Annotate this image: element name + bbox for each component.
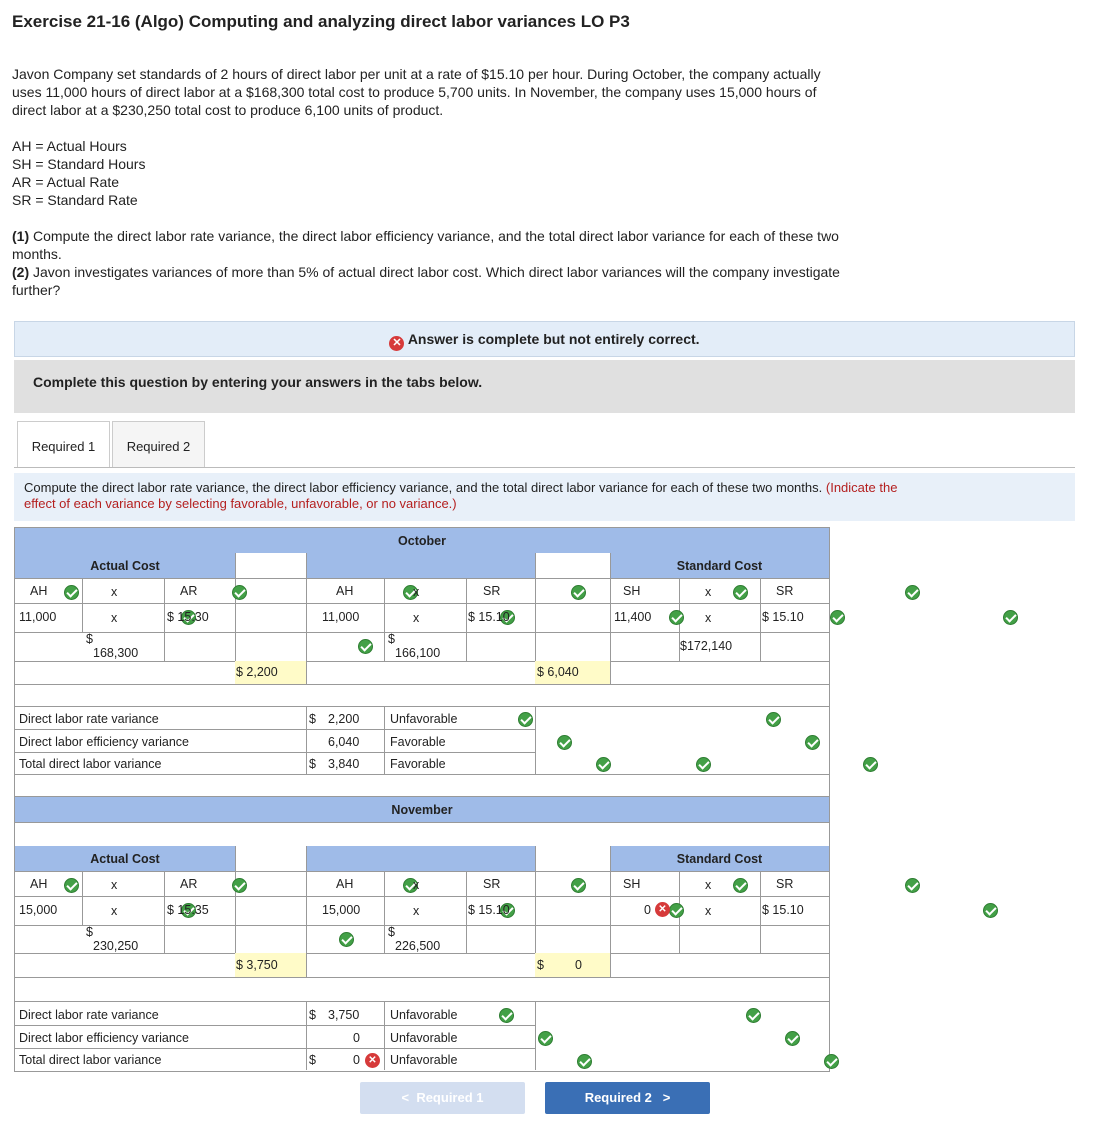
check-icon bbox=[983, 903, 998, 918]
check-icon bbox=[518, 712, 533, 727]
x-circle-icon: ✕ bbox=[365, 1053, 380, 1068]
nov-eff-variance-input[interactable]: 0 bbox=[353, 1031, 360, 1045]
check-icon bbox=[830, 610, 845, 625]
mid-total-input[interactable]: 226,500 bbox=[395, 939, 441, 953]
check-icon bbox=[571, 585, 586, 600]
check-icon bbox=[824, 1054, 839, 1069]
check-icon bbox=[669, 610, 684, 625]
check-icon bbox=[696, 757, 711, 772]
check-icon bbox=[766, 712, 781, 727]
x-circle-icon: ✕ bbox=[389, 336, 404, 351]
check-icon bbox=[596, 757, 611, 772]
standard-cost-header: Standard Cost bbox=[610, 553, 829, 578]
page-title: Exercise 21-16 (Algo) Computing and analyzing direct labor variances LO P3 bbox=[12, 12, 630, 31]
check-icon bbox=[64, 878, 79, 893]
mid-total-input[interactable]: 166,100 bbox=[395, 646, 441, 660]
ah-input[interactable]: 11,000 bbox=[19, 610, 57, 624]
rate-diff-cell[interactable]: $ 2,200 bbox=[235, 661, 306, 684]
std-total-input[interactable]: $172,140 bbox=[680, 639, 733, 653]
oct-rate-effect-select[interactable]: Unfavorable bbox=[390, 712, 458, 726]
x-circle-icon: ✕ bbox=[655, 902, 670, 917]
actual-total-input[interactable]: 230,250 bbox=[93, 939, 139, 953]
mid-ah-input[interactable]: 11,000 bbox=[322, 610, 360, 624]
ar-input[interactable]: $ 15.35 bbox=[167, 903, 209, 917]
ah-input[interactable]: 15,000 bbox=[19, 903, 58, 917]
mid-sr-input[interactable]: $ 15.10 bbox=[468, 610, 510, 624]
sh-input[interactable]: 0 bbox=[644, 903, 651, 917]
nov-rate-effect-select[interactable]: Unfavorable bbox=[390, 1008, 458, 1022]
oct-total-variance-input[interactable]: 3,840 bbox=[328, 757, 360, 771]
october-header: October bbox=[15, 528, 829, 553]
check-icon bbox=[538, 1031, 553, 1046]
nov-eff-effect-select[interactable]: Unfavorable bbox=[390, 1031, 458, 1045]
eff-diff-cell[interactable]: $ 6,040 bbox=[535, 661, 610, 684]
check-icon bbox=[232, 585, 247, 600]
instruction-bar: Complete this question by entering your answers in the tabs below. bbox=[14, 360, 1075, 413]
check-icon bbox=[577, 1054, 592, 1069]
check-icon bbox=[905, 878, 920, 893]
mid-ah-input[interactable]: 15,000 bbox=[322, 903, 361, 917]
nov-rate-variance-input[interactable]: 3,750 bbox=[328, 1008, 360, 1022]
oct-eff-variance-input[interactable]: 6,040 bbox=[328, 735, 360, 749]
sr-input[interactable]: $ 15.10 bbox=[762, 610, 804, 624]
definitions: AH = Actual Hours SH = Standard Hours AR = Actual Rate SR = Standard Rate bbox=[12, 138, 146, 208]
ar-input[interactable]: $ 15.30 bbox=[167, 610, 209, 624]
check-icon bbox=[339, 932, 354, 947]
actual-cost-header: Actual Cost bbox=[15, 553, 235, 578]
chevron-right-icon: > bbox=[662, 1090, 671, 1105]
check-icon bbox=[557, 735, 572, 750]
mid-sr-input[interactable]: $ 15.10 bbox=[468, 903, 510, 917]
check-icon bbox=[863, 757, 878, 772]
check-icon bbox=[805, 735, 820, 750]
oct-rate-variance-input[interactable]: 2,200 bbox=[328, 712, 360, 726]
check-icon bbox=[358, 639, 373, 654]
oct-total-effect-select[interactable]: Favorable bbox=[390, 757, 446, 771]
oct-eff-effect-select[interactable]: Favorable bbox=[390, 735, 446, 749]
october-table: October Actual Cost Standard Cost AH x AR AH x SR SH x SR 11,000 x $ 15.30 11,000 x $ 15.10 11,400 x $ 15.10 $ 168,300 $ 166,100 $172,140 $ 2,200 $ 6,040 Direct labor rate variance $ 2,200 Unfavorable Direct labor efficiency variance 6,040 Favorable Total direct labor variance $ 3,840 Favorable bbox=[14, 527, 830, 797]
november-table: November Actual Cost Standard Cost AH x AR AH x SR SH x SR 15,000 x $ 15.35 15,000 x $ 15.10 0 ✕ x $ 15.10 $ 230,250 $ 226,500 $ 3,750 $ 0 Direct labor rate variance $ 3,750 Unfavorable Direct labor efficiency variance 0 Unfavorable Total direct labor variance $ 0 ✕ Unfavorable bbox=[14, 797, 830, 1072]
sr-input[interactable]: $ 15.10 bbox=[762, 903, 804, 917]
eff-diff-cell[interactable]: $ 0 bbox=[535, 953, 610, 977]
check-icon bbox=[733, 585, 748, 600]
nov-total-effect-select[interactable]: Unfavorable bbox=[390, 1053, 458, 1067]
standard-cost-header: Standard Cost bbox=[610, 846, 829, 871]
check-icon bbox=[785, 1031, 800, 1046]
chevron-left-icon: < bbox=[401, 1090, 410, 1105]
next-button[interactable]: Required 2 > bbox=[545, 1082, 710, 1114]
nov-total-variance-input[interactable]: 0 bbox=[353, 1053, 360, 1067]
prev-button[interactable]: < Required 1 bbox=[360, 1082, 525, 1114]
check-icon bbox=[232, 878, 247, 893]
problem-intro: Javon Company set standards of 2 hours of direct labor per unit at a rate of $15.10 per hour. During October, the company actually uses 11,000 hours of direct labor at a $168,300 total cost to produce 5,700 units. In November, the company uses 15,000 hours of direct labor at a $230,250 total cost to produce 6,100 units of product. bbox=[12, 66, 821, 118]
check-icon bbox=[499, 1008, 514, 1023]
actual-total-input[interactable]: 168,300 bbox=[93, 646, 139, 660]
november-header: November bbox=[15, 797, 829, 822]
check-icon bbox=[571, 878, 586, 893]
questions: (1) Compute the direct labor rate variance, the direct labor efficiency variance, and the total direct labor variance for each of these two months. (2) Javon investigates variances of more than 5% of actual direct labor cost. Which direct labor variances will the company investigate further? bbox=[12, 228, 840, 298]
check-icon bbox=[669, 903, 684, 918]
mid-header bbox=[306, 553, 535, 578]
result-banner: ✕ Answer is complete but not entirely correct. bbox=[14, 321, 1075, 357]
check-icon bbox=[905, 585, 920, 600]
check-icon bbox=[64, 585, 79, 600]
tab-required-1[interactable]: Required 1 bbox=[17, 421, 110, 468]
check-icon bbox=[746, 1008, 761, 1023]
rate-diff-cell[interactable]: $ 3,750 bbox=[235, 953, 306, 977]
check-icon bbox=[1003, 610, 1018, 625]
required-instructions: Compute the direct labor rate variance, the direct labor efficiency variance, and the total direct labor variance for each of these two months. (Indicate the effect of each variance by selecting favorable, unfavorable, or no variance.) bbox=[14, 473, 1075, 521]
tab-required-2[interactable]: Required 2 bbox=[112, 421, 205, 468]
check-icon bbox=[733, 878, 748, 893]
mid-header bbox=[306, 846, 535, 871]
sh-input[interactable]: 11,400 bbox=[614, 610, 652, 624]
actual-cost-header: Actual Cost bbox=[15, 846, 235, 871]
tab-divider bbox=[14, 467, 1075, 468]
